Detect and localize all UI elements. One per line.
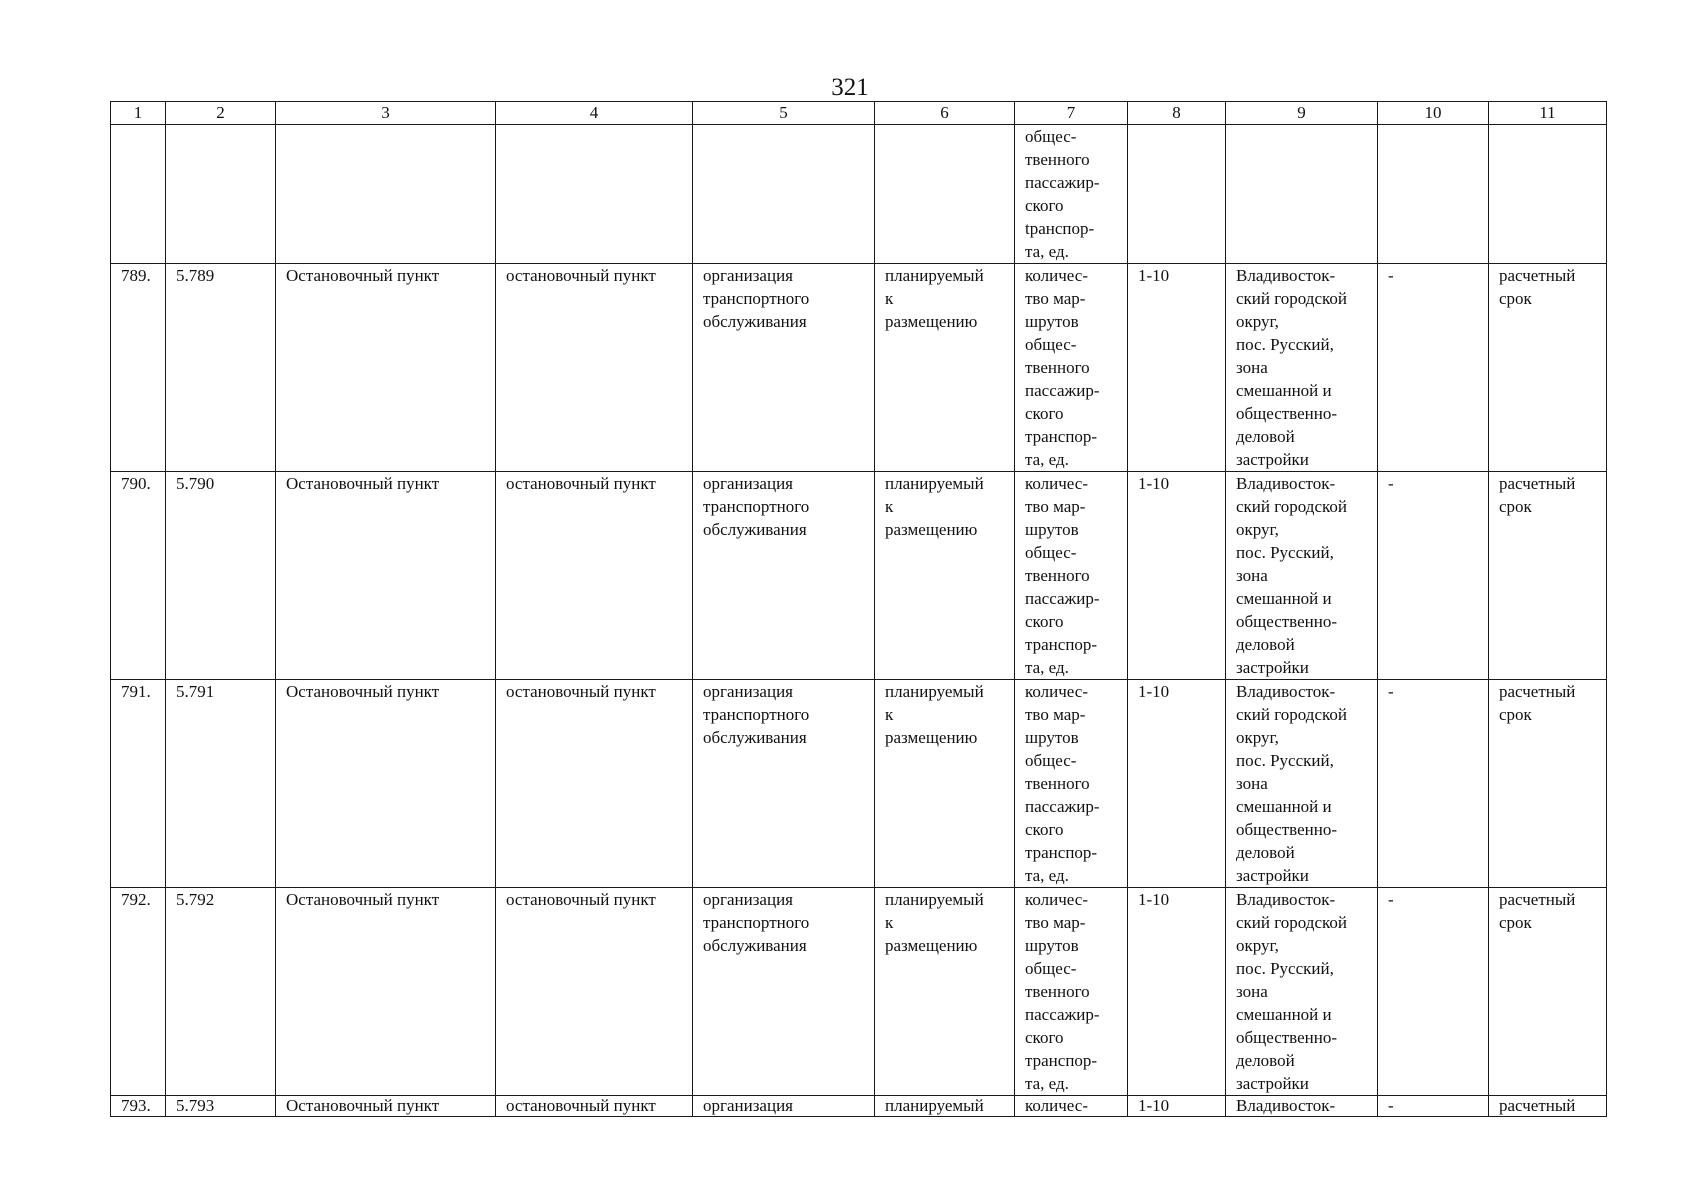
column-number: 5 <box>693 102 875 125</box>
object-type: остановочный пункт <box>496 1096 693 1117</box>
object-name: Остановочный пункт <box>276 1096 496 1117</box>
characteristic-value: 1-10 <box>1128 680 1226 888</box>
table-cell: общес- твенного пассажир- ского tранспор- та, ед. <box>1015 125 1128 264</box>
column-number: 9 <box>1226 102 1378 125</box>
zone-info: - <box>1378 680 1489 888</box>
purpose: организация транспортного обслуживания <box>693 888 875 1096</box>
purpose: организация транспортного обслуживания <box>693 680 875 888</box>
object-code: 5.790 <box>166 472 276 680</box>
zone-info: - <box>1378 472 1489 680</box>
column-number: 11 <box>1489 102 1607 125</box>
column-number: 4 <box>496 102 693 125</box>
purpose: организация транспортного обслуживания <box>693 264 875 472</box>
object-type: остановочный пункт <box>496 264 693 472</box>
column-number: 1 <box>111 102 166 125</box>
term: расчетный <box>1489 1096 1607 1117</box>
table-cell <box>693 125 875 264</box>
object-name: Остановочный пункт <box>276 888 496 1096</box>
table-cell <box>1226 125 1378 264</box>
table-row-cut <box>111 1096 1607 1117</box>
location: Владивосток- ский городской округ, пос. Русский, зона смешанной и общественно- деловой застройки <box>1226 888 1378 1096</box>
continuation-row <box>111 125 1607 264</box>
characteristic-value: 1-10 <box>1128 888 1226 1096</box>
object-name: Остановочный пункт <box>276 264 496 472</box>
zone-info: - <box>1378 264 1489 472</box>
table-row <box>111 888 1607 1096</box>
characteristic-value: 1-10 <box>1128 1096 1226 1117</box>
column-number: 3 <box>276 102 496 125</box>
zone-info: - <box>1378 888 1489 1096</box>
status: планируемый к размещению <box>875 680 1015 888</box>
table-row <box>111 472 1607 680</box>
characteristic-value: 1-10 <box>1128 264 1226 472</box>
status: планируемый к размещению <box>875 472 1015 680</box>
purpose: организация транспортного обслуживания <box>693 472 875 680</box>
table-cell <box>1128 125 1226 264</box>
location: Владивосток- ский городской округ, пос. Русский, зона смешанной и общественно- деловой застройки <box>1226 264 1378 472</box>
page-number: 321 <box>831 74 869 101</box>
object-type: остановочный пункт <box>496 888 693 1096</box>
column-number: 8 <box>1128 102 1226 125</box>
term: расчетный срок <box>1489 472 1607 680</box>
characteristic: количес- тво мар- шрутов общес- твенного пассажир- ского транспор- та, ед. <box>1015 680 1128 888</box>
term: расчетный срок <box>1489 680 1607 888</box>
table-cell <box>496 125 693 264</box>
register-table <box>110 101 1607 1117</box>
location: Владивосток- ский городской округ, пос. Русский, зона смешанной и общественно- деловой застройки <box>1226 472 1378 680</box>
table-cell <box>875 125 1015 264</box>
status: планируемый <box>875 1096 1015 1117</box>
object-code: 5.791 <box>166 680 276 888</box>
zone-info: - <box>1378 1096 1489 1117</box>
characteristic-value: 1-10 <box>1128 472 1226 680</box>
table-cell <box>111 125 166 264</box>
row-number: 792. <box>111 888 166 1096</box>
table-cell <box>276 125 496 264</box>
row-number: 790. <box>111 472 166 680</box>
object-type: остановочный пункт <box>496 680 693 888</box>
row-number: 791. <box>111 680 166 888</box>
term: расчетный срок <box>1489 264 1607 472</box>
status: планируемый к размещению <box>875 264 1015 472</box>
table-cell <box>166 125 276 264</box>
column-number: 10 <box>1378 102 1489 125</box>
column-number-row <box>111 102 1607 125</box>
row-number: 793. <box>111 1096 166 1117</box>
table-row <box>111 680 1607 888</box>
purpose: организация <box>693 1096 875 1117</box>
object-code: 5.793 <box>166 1096 276 1117</box>
characteristic: количес- тво мар- шрутов общес- твенного пассажир- ского транспор- та, ед. <box>1015 472 1128 680</box>
table-cell <box>1489 125 1607 264</box>
object-type: остановочный пункт <box>496 472 693 680</box>
column-number: 7 <box>1015 102 1128 125</box>
table-cell <box>1378 125 1489 264</box>
object-code: 5.789 <box>166 264 276 472</box>
term: расчетный срок <box>1489 888 1607 1096</box>
object-name: Остановочный пункт <box>276 680 496 888</box>
column-number: 2 <box>166 102 276 125</box>
location: Владивосток- <box>1226 1096 1378 1117</box>
object-name: Остановочный пункт <box>276 472 496 680</box>
location: Владивосток- ский городской округ, пос. Русский, зона смешанной и общественно- деловой застройки <box>1226 680 1378 888</box>
row-number: 789. <box>111 264 166 472</box>
table-row <box>111 264 1607 472</box>
column-number: 6 <box>875 102 1015 125</box>
status: планируемый к размещению <box>875 888 1015 1096</box>
characteristic: количес- тво мар- шрутов общес- твенного пассажир- ского транспор- та, ед. <box>1015 264 1128 472</box>
characteristic: количес- тво мар- шрутов общес- твенного пассажир- ского транспор- та, ед. <box>1015 888 1128 1096</box>
object-code: 5.792 <box>166 888 276 1096</box>
characteristic: количес- <box>1015 1096 1128 1117</box>
